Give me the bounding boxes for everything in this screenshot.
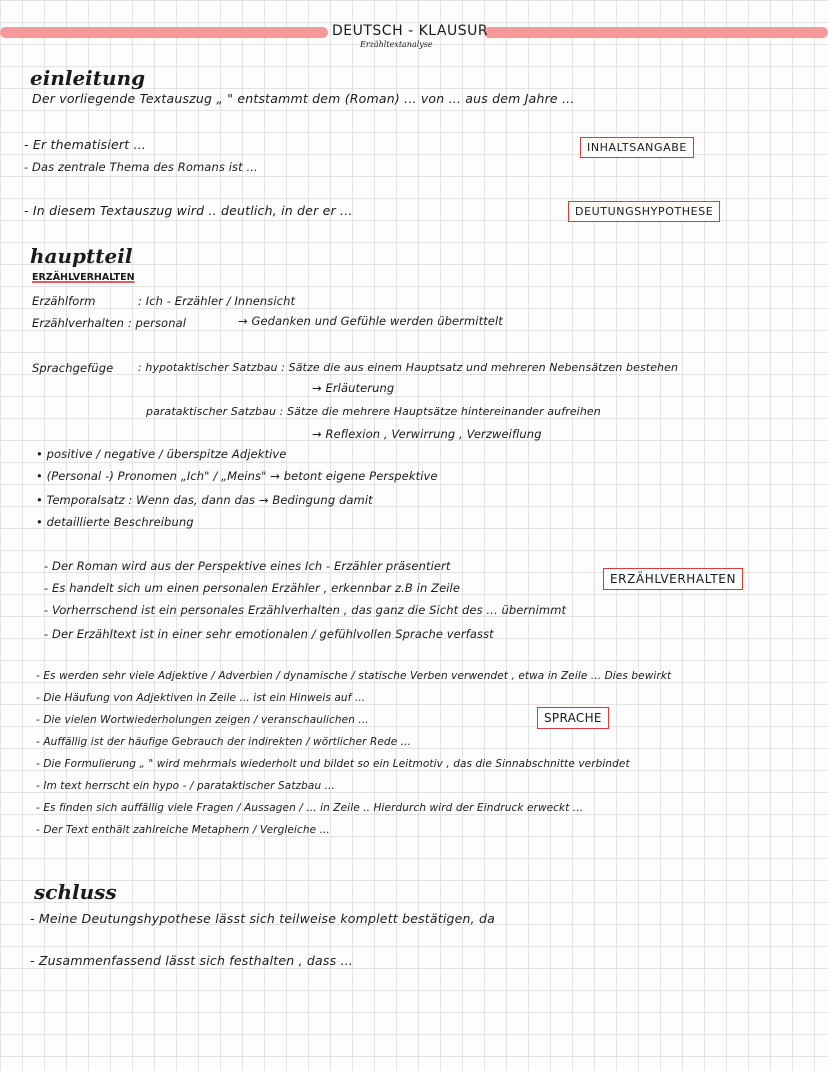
sprache-line-7: - Es finden sich auffällig viele Fragen / Aussagen / ... in Zeile .. Hierdurch wird der Eindruck erweckt ... <box>36 802 584 814</box>
sprache-line-1: - Es werden sehr viele Adjektive / Adverbien / dynamische / statische Verben verwendet , etwa in Zeile ... Dies bewirkt <box>36 670 672 682</box>
erzaehler-line-2: - Es handelt sich um einen personalen Erzähler , erkennbar z.B in Zeile <box>44 581 461 595</box>
schluss-line-2: - Zusammenfassend lässt sich festhalten , dass ... <box>30 953 354 968</box>
page-subtitle: Erzähltextanalyse <box>360 40 433 49</box>
parataktisch-line: parataktischer Satzbau : Sätze die mehrere Hauptsätze hintereinander aufreihen <box>146 405 601 418</box>
erzaehlverhalten-value: → Gedanken und Gefühle werden übermittelt <box>238 314 503 328</box>
erzaehlverhalten-label: Erzählverhalten : personal <box>32 316 187 330</box>
sprache-line-8: - Der Text enthält zahlreiche Metaphern / Vergleiche ... <box>36 824 330 836</box>
erzaehlform-value: : Ich - Erzähler / Innensicht <box>138 294 296 308</box>
erzaehler-line-1: - Der Roman wird aus der Perspektive eines Ich - Erzähler präsentiert <box>44 559 451 573</box>
sprachgefuege-label: Sprachgefüge <box>32 361 114 375</box>
bullet-1: • positive / negative / überspitze Adjektive <box>36 447 287 461</box>
sprache-line-4: - Auffällig ist der häufige Gebrauch der indirekten / wörtlicher Rede ... <box>36 736 412 748</box>
page-title: DEUTSCH - KLAUSUR <box>332 23 489 39</box>
label-deutungshypothese: DEUTUNGSHYPOTHESE <box>568 201 720 222</box>
sprache-line-3: - Die vielen Wortwiederholungen zeigen / veranschaulichen ... <box>36 714 369 726</box>
heading-schluss: schluss <box>34 880 117 904</box>
einleitung-line-4: - In diesem Textauszug wird .. deutlich, in der er ... <box>24 203 353 218</box>
sprache-line-6: - Im text herrscht ein hypo - / parataktischer Satzbau ... <box>36 780 335 792</box>
bullet-4: • detaillierte Beschreibung <box>36 515 194 529</box>
einleitung-line-1: Der vorliegende Textauszug „ " entstammt dem (Roman) ... von ... aus dem Jahre ... <box>32 91 575 106</box>
label-erzaehlverhalten: ERZÄHLVERHALTEN <box>603 568 743 590</box>
bullet-3: • Temporalsatz : Wenn das, dann das → Bedingung damit <box>36 493 373 507</box>
hypotaktisch-arrow: → Erläuterung <box>312 381 395 395</box>
einleitung-line-2: - Er thematisiert ... <box>24 137 147 152</box>
erzaehlform-label: Erzählform <box>32 294 96 308</box>
erzaehler-line-3: - Vorherrschend ist ein personales Erzählverhalten , das ganz die Sicht des ... übernimmt <box>44 603 567 617</box>
subheading-erzaehlverhalten: ERZÄHLVERHALTEN <box>32 272 135 283</box>
sprache-line-2: - Die Häufung von Adjektiven in Zeile ... ist ein Hinweis auf ... <box>36 692 366 704</box>
label-sprache: SPRACHE <box>537 707 609 729</box>
header-bar-right <box>484 27 828 38</box>
hypotaktisch-line: : hypotaktischer Satzbau : Sätze die aus einem Hauptsatz und mehreren Nebensätzen bestehen <box>138 361 679 374</box>
parataktisch-arrow: → Reflexion , Verwirrung , Verzweiflung <box>312 427 542 441</box>
erzaehler-line-4: - Der Erzähltext ist in einer sehr emotionalen / gefühlvollen Sprache verfasst <box>44 627 494 641</box>
heading-hauptteil: hauptteil <box>30 244 133 268</box>
bullet-2: • (Personal -) Pronomen „Ich" / „Meins" → betont eigene Perspektive <box>36 469 438 483</box>
header-bar-left <box>0 27 328 38</box>
sprache-line-5: - Die Formulierung „ " wird mehrmals wiederholt und bildet so ein Leitmotiv , das die Sinnabschnitte verbindet <box>36 758 630 770</box>
label-inhaltsangabe: INHALTSANGABE <box>580 137 694 158</box>
schluss-line-1: - Meine Deutungshypothese lässt sich teilweise komplett bestätigen, da <box>30 911 496 926</box>
einleitung-line-3: - Das zentrale Thema des Romans ist ... <box>24 160 258 174</box>
heading-einleitung: einleitung <box>30 66 146 90</box>
